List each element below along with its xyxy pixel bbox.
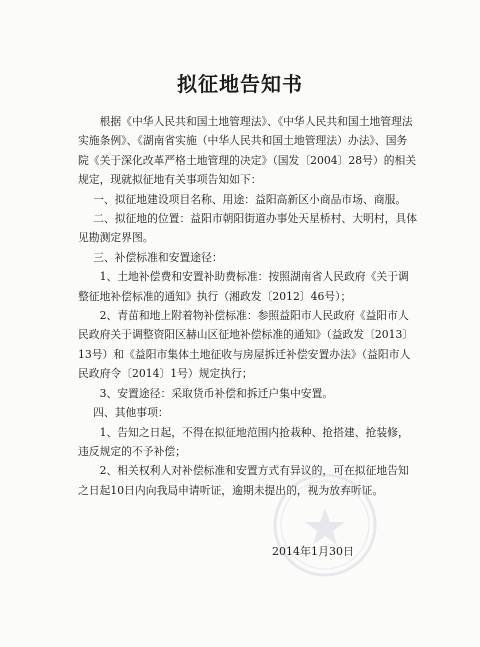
paragraph-preamble: 根据《中华人民共和国土地管理法》、《中华人民共和国土地管理法实施条例》、《湖南省实施（中华人民共和国土地管理法）办法》、国务院《关于深化改革严格土地管理的决定》（国发〔2004〕28号）的相关规定，现就拟征地有关事项告知如下： <box>78 115 417 187</box>
section-4-item-2: 2、相关权利人对补偿标准和安置方式有异议的，可在拟征地告知之日起10日内向我局申请听证，逾期未提出的，视为放弃听证。 <box>78 464 409 497</box>
section-3-item-1: 1、土地补偿费和安置补助费标准：按照湖南省人民政府《关于调整征地补偿标准的通知》执行（湘政发〔2012〕46号）； <box>78 270 409 303</box>
section-3-item-3: 3、安置途径：采取货币补偿和拆迁户集中安置。 <box>99 386 334 400</box>
document-body <box>78 112 418 500</box>
section-4-heading: 四、其他事项： <box>93 406 169 420</box>
official-seal-icon <box>270 470 380 580</box>
section-4-item-1: 1、告知之日起，不得在拟征地范围内抢栽种、抢搭建、抢装修，违反规定的不予补偿； <box>78 425 409 458</box>
document-date: 2014年1月30日 <box>272 545 354 558</box>
document-title: 拟征地告知书 <box>177 72 303 96</box>
section-3-heading: 三、补偿标准和安置途径： <box>93 250 223 264</box>
section-1-project: 一、拟征地建设项目名称、用途：益阳高新区小商品市场、商服。 <box>93 192 407 206</box>
section-2-location: 二、拟征地的位置：益阳市朝阳街道办事处天星桥村、大明村，具体见勘测定界图。 <box>78 212 418 245</box>
section-3-item-2: 2、青苗和地上附着物补偿标准：参照益阳市人民政府《益阳市人民政府关于调整资阳区赫山区征地补偿标准的通知》（益政发〔2013〕13号）和《益阳市集体土地征收与房屋拆迁补偿安置办法》（益阳市人民政府令〔2014〕1号）规定执行； <box>78 309 414 381</box>
